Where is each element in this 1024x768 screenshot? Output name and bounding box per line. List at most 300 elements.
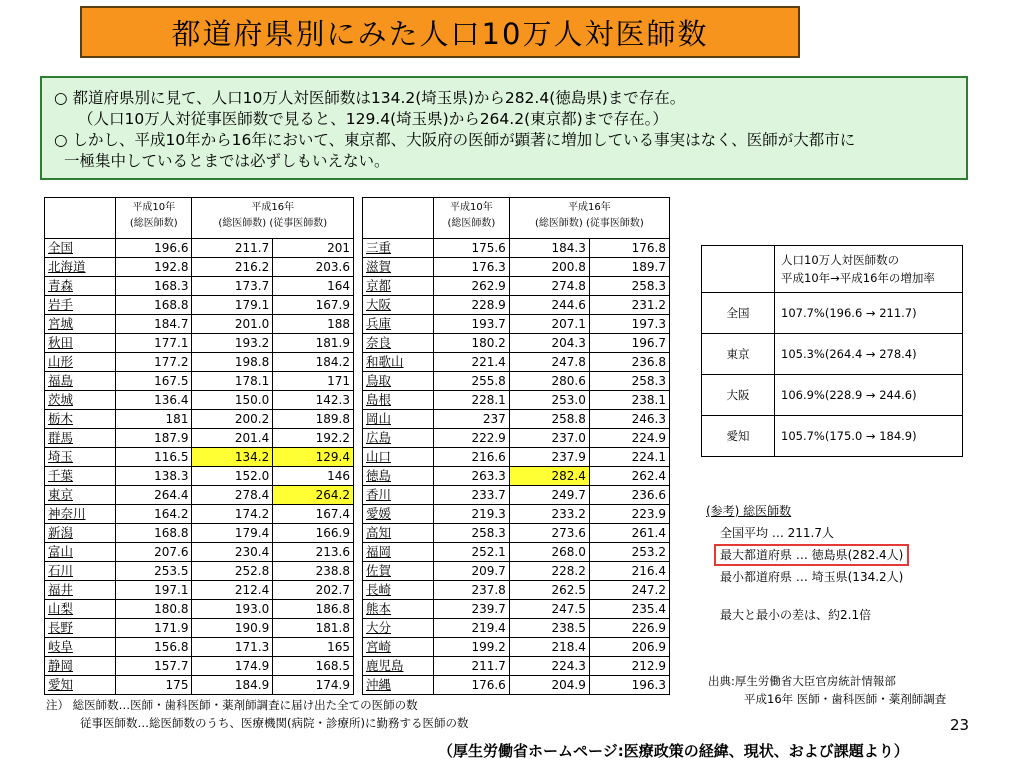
value-h10-total: 168.8 xyxy=(116,524,192,543)
value-h10-total: 209.7 xyxy=(434,562,510,581)
prefecture-name: 静岡 xyxy=(45,657,116,676)
reference-max: 最大都道府県 … 徳島県(282.4人) xyxy=(714,544,909,566)
value-h16-engaged: 202.7 xyxy=(273,581,354,600)
summary-line-4: 一極集中しているとまでは必ずしもいえない。 xyxy=(64,152,390,170)
rate-row-value: 105.7%(175.0 → 184.9) xyxy=(775,416,963,457)
value-h10-total: 211.7 xyxy=(434,657,510,676)
prefecture-name: 神奈川 xyxy=(45,505,116,524)
note-line-2: 従事医師数…総医師数のうち、医療機関(病院・診療所)に勤務する医師の数 xyxy=(80,716,469,730)
value-h16-total: 174.9 xyxy=(192,657,273,676)
prefecture-name: 群馬 xyxy=(45,429,116,448)
rate-row-value: 105.3%(264.4 → 278.4) xyxy=(775,334,963,375)
value-h10-total: 219.4 xyxy=(434,619,510,638)
value-h10-total: 167.5 xyxy=(116,372,192,391)
value-h16-total: 253.0 xyxy=(509,391,589,410)
prefecture-name: 山口 xyxy=(363,448,434,467)
table-row xyxy=(45,429,354,448)
value-h16-engaged: 258.3 xyxy=(589,277,669,296)
value-h16-total: 179.4 xyxy=(192,524,273,543)
slide-title: 都道府県別にみた人口10万人対医師数 xyxy=(80,6,800,58)
value-h16-engaged: 184.2 xyxy=(273,353,354,372)
table-row xyxy=(45,657,354,676)
prefecture-name: 徳島 xyxy=(363,467,434,486)
prefecture-name: 長野 xyxy=(45,619,116,638)
table-row xyxy=(45,372,354,391)
value-h10-total: 263.3 xyxy=(434,467,510,486)
prefecture-name: 富山 xyxy=(45,543,116,562)
rate-header-row xyxy=(702,246,963,293)
prefecture-name: 滋賀 xyxy=(363,258,434,277)
table-row xyxy=(363,391,670,410)
value-h10-total: 175.6 xyxy=(434,239,510,258)
value-h10-total: 219.3 xyxy=(434,505,510,524)
table-row xyxy=(45,619,354,638)
table-row xyxy=(363,353,670,372)
value-h10-total: 177.2 xyxy=(116,353,192,372)
value-h16-engaged: 203.6 xyxy=(273,258,354,277)
value-h16-total: 247.5 xyxy=(509,600,589,619)
value-h10-total: 228.9 xyxy=(434,296,510,315)
value-h16-total: 198.8 xyxy=(192,353,273,372)
value-h16-engaged: 247.2 xyxy=(589,581,669,600)
value-h16-total: 201.4 xyxy=(192,429,273,448)
source-citation xyxy=(708,672,946,708)
note-line-1: 注） 総医師数…医師・歯科医師・薬剤師調査に届け出た全ての医師の数 xyxy=(46,698,418,712)
value-h16-total: 134.2 xyxy=(192,448,273,467)
rate-row-value: 106.9%(228.9 → 244.6) xyxy=(775,375,963,416)
table-row xyxy=(45,638,354,657)
table-row xyxy=(363,277,670,296)
value-h16-total: 211.7 xyxy=(192,239,273,258)
table-row xyxy=(363,486,670,505)
source-line-1: 出典:厚生労働省大臣官房統計情報部 xyxy=(708,674,896,688)
header-h16-sub-total: (総医師数) xyxy=(535,218,583,229)
prefecture-name: 兵庫 xyxy=(363,315,434,334)
prefecture-name: 新潟 xyxy=(45,524,116,543)
value-h16-total: 212.4 xyxy=(192,581,273,600)
value-h10-total: 222.9 xyxy=(434,429,510,448)
value-h16-total: 244.6 xyxy=(509,296,589,315)
value-h16-engaged: 201 xyxy=(273,239,354,258)
header-h16-sub-total: (総医師数) xyxy=(218,218,267,229)
table-row xyxy=(45,239,354,258)
header-h16-sub-engaged: (従事医師数) xyxy=(269,218,328,229)
table-body-left xyxy=(45,239,354,695)
value-h16-engaged: 189.7 xyxy=(589,258,669,277)
value-h10-total: 136.4 xyxy=(116,391,192,410)
rate-row-name: 全国 xyxy=(702,293,775,334)
value-h16-engaged: 206.9 xyxy=(589,638,669,657)
prefecture-name: 石川 xyxy=(45,562,116,581)
value-h16-total: 178.1 xyxy=(192,372,273,391)
value-h10-total: 233.7 xyxy=(434,486,510,505)
prefecture-name: 福岡 xyxy=(363,543,434,562)
table-row xyxy=(363,676,670,695)
prefecture-name: 京都 xyxy=(363,277,434,296)
table-row xyxy=(45,258,354,277)
value-h10-total: 171.9 xyxy=(116,619,192,638)
value-h16-total: 193.0 xyxy=(192,600,273,619)
prefecture-name: 三重 xyxy=(363,239,434,258)
prefecture-table-left xyxy=(44,197,354,695)
value-h16-engaged: 261.4 xyxy=(589,524,669,543)
table-row xyxy=(45,391,354,410)
rate-row xyxy=(702,375,963,416)
prefecture-name: 福井 xyxy=(45,581,116,600)
value-h16-total: 268.0 xyxy=(509,543,589,562)
value-h16-engaged: 176.8 xyxy=(589,239,669,258)
value-h16-engaged: 258.3 xyxy=(589,372,669,391)
table-row xyxy=(45,524,354,543)
header-h10 xyxy=(434,198,510,239)
summary-line-2: （人口10万人対従事医師数で見ると、129.4(埼玉県)から264.2(東京都)まで存在。） xyxy=(78,110,668,128)
table-row xyxy=(45,505,354,524)
value-h10-total: 168.3 xyxy=(116,277,192,296)
value-h16-engaged: 262.4 xyxy=(589,467,669,486)
header-h10-sub: (総医師数) xyxy=(447,218,496,229)
header-h16 xyxy=(509,198,669,239)
value-h10-total: 181 xyxy=(116,410,192,429)
prefecture-name: 東京 xyxy=(45,486,116,505)
value-h16-engaged: 246.3 xyxy=(589,410,669,429)
value-h16-engaged: 142.3 xyxy=(273,391,354,410)
value-h16-engaged: 224.1 xyxy=(589,448,669,467)
prefecture-name: 高知 xyxy=(363,524,434,543)
table-row xyxy=(363,600,670,619)
table-row xyxy=(45,486,354,505)
value-h16-engaged: 253.2 xyxy=(589,543,669,562)
value-h16-total: 238.5 xyxy=(509,619,589,638)
value-h16-total: 224.3 xyxy=(509,657,589,676)
value-h16-engaged: 216.4 xyxy=(589,562,669,581)
value-h16-total: 249.7 xyxy=(509,486,589,505)
value-h16-total: 200.2 xyxy=(192,410,273,429)
value-h10-total: 184.7 xyxy=(116,315,192,334)
rate-row-name: 東京 xyxy=(702,334,775,375)
prefecture-name: 長崎 xyxy=(363,581,434,600)
prefecture-name: 岡山 xyxy=(363,410,434,429)
table-row xyxy=(45,562,354,581)
value-h16-total: 218.4 xyxy=(509,638,589,657)
value-h16-total: 173.7 xyxy=(192,277,273,296)
value-h16-total: 237.9 xyxy=(509,448,589,467)
value-h16-engaged: 168.5 xyxy=(273,657,354,676)
value-h10-total: 207.6 xyxy=(116,543,192,562)
prefecture-name: 宮城 xyxy=(45,315,116,334)
value-h10-total: 175 xyxy=(116,676,192,695)
value-h10-total: 253.5 xyxy=(116,562,192,581)
value-h16-total: 273.6 xyxy=(509,524,589,543)
value-h16-total: 174.2 xyxy=(192,505,273,524)
header-h10 xyxy=(116,198,192,239)
prefecture-name: 秋田 xyxy=(45,334,116,353)
rate-row-value: 107.7%(196.6 → 211.7) xyxy=(775,293,963,334)
footer-citation: （厚生労働省ホームページ:医療政策の経緯、現状、および課題より） xyxy=(438,742,909,760)
value-h10-total: 237 xyxy=(434,410,510,429)
rate-header-empty xyxy=(702,246,775,293)
table-row xyxy=(363,524,670,543)
value-h10-total: 221.4 xyxy=(434,353,510,372)
value-h16-total: 262.5 xyxy=(509,581,589,600)
table-row xyxy=(363,296,670,315)
value-h16-engaged: 236.6 xyxy=(589,486,669,505)
rate-row xyxy=(702,293,963,334)
value-h16-engaged: 231.2 xyxy=(589,296,669,315)
value-h16-total: 204.3 xyxy=(509,334,589,353)
value-h16-engaged: 186.8 xyxy=(273,600,354,619)
rate-row xyxy=(702,334,963,375)
prefecture-name: 佐賀 xyxy=(363,562,434,581)
prefecture-name: 宮崎 xyxy=(363,638,434,657)
rate-header-line-1: 人口10万人対医師数の xyxy=(781,253,900,267)
rate-row-name: 愛知 xyxy=(702,416,775,457)
table-row xyxy=(363,638,670,657)
summary-line-3: ○ しかし、平成10年から16年において、東京都、大阪府の医師が顕著に増加している事実はなく、医師が大都市に xyxy=(54,131,856,149)
value-h16-total: 282.4 xyxy=(509,467,589,486)
value-h16-engaged: 165 xyxy=(273,638,354,657)
table-row xyxy=(363,505,670,524)
prefecture-name: 島根 xyxy=(363,391,434,410)
table-row xyxy=(363,315,670,334)
value-h10-total: 216.6 xyxy=(434,448,510,467)
value-h10-total: 176.6 xyxy=(434,676,510,695)
header-prefecture xyxy=(363,198,434,239)
value-h10-total: 228.1 xyxy=(434,391,510,410)
table-row xyxy=(45,543,354,562)
rate-row-name: 大阪 xyxy=(702,375,775,416)
prefecture-name: 沖縄 xyxy=(363,676,434,695)
value-h16-total: 280.6 xyxy=(509,372,589,391)
value-h10-total: 156.8 xyxy=(116,638,192,657)
value-h16-engaged: 167.9 xyxy=(273,296,354,315)
value-h16-total: 230.4 xyxy=(192,543,273,562)
value-h16-engaged: 264.2 xyxy=(273,486,354,505)
value-h16-engaged: 181.8 xyxy=(273,619,354,638)
value-h16-total: 278.4 xyxy=(192,486,273,505)
value-h16-total: 233.2 xyxy=(509,505,589,524)
value-h10-total: 197.1 xyxy=(116,581,192,600)
value-h10-total: 138.3 xyxy=(116,467,192,486)
header-h10-sub: (総医師数) xyxy=(129,218,178,229)
prefecture-name: 山梨 xyxy=(45,600,116,619)
header-h10-label: 平成10年 xyxy=(450,202,493,213)
value-h16-engaged: 236.8 xyxy=(589,353,669,372)
prefecture-name: 鳥取 xyxy=(363,372,434,391)
summary-box xyxy=(40,76,968,180)
value-h10-total: 193.7 xyxy=(434,315,510,334)
value-h16-total: 184.3 xyxy=(509,239,589,258)
value-h16-total: 228.2 xyxy=(509,562,589,581)
value-h16-engaged: 181.9 xyxy=(273,334,354,353)
table-header-row xyxy=(363,198,670,239)
prefecture-name: 鹿児島 xyxy=(363,657,434,676)
value-h16-total: 152.0 xyxy=(192,467,273,486)
source-line-2: 平成16年 医師・歯科医師・薬剤師調査 xyxy=(744,692,947,706)
value-h10-total: 116.5 xyxy=(116,448,192,467)
value-h10-total: 255.8 xyxy=(434,372,510,391)
value-h16-engaged: 171 xyxy=(273,372,354,391)
value-h10-total: 164.2 xyxy=(116,505,192,524)
table-row xyxy=(363,543,670,562)
rate-header-line-2: 平成10年→平成16年の増加率 xyxy=(781,271,935,285)
prefecture-name: 北海道 xyxy=(45,258,116,277)
value-h16-total: 190.9 xyxy=(192,619,273,638)
value-h16-total: 171.3 xyxy=(192,638,273,657)
prefecture-name: 大分 xyxy=(363,619,434,638)
table-row xyxy=(363,239,670,258)
value-h10-total: 196.6 xyxy=(116,239,192,258)
value-h16-engaged: 188 xyxy=(273,315,354,334)
max-min-difference: 最大と最小の差は、約2.1倍 xyxy=(720,608,872,622)
value-h16-engaged: 238.8 xyxy=(273,562,354,581)
prefecture-name: 大阪 xyxy=(363,296,434,315)
table-body-right xyxy=(363,239,670,695)
table-row xyxy=(45,277,354,296)
value-h16-engaged: 235.4 xyxy=(589,600,669,619)
value-h10-total: 237.8 xyxy=(434,581,510,600)
value-h16-total: 200.8 xyxy=(509,258,589,277)
prefecture-name: 熊本 xyxy=(363,600,434,619)
reference-min: 最小都道府県 … 埼玉県(134.2人) xyxy=(720,570,904,584)
value-h16-total: 252.8 xyxy=(192,562,273,581)
value-h10-total: 177.1 xyxy=(116,334,192,353)
prefecture-name: 栃木 xyxy=(45,410,116,429)
prefecture-name: 福島 xyxy=(45,372,116,391)
prefecture-name: 茨城 xyxy=(45,391,116,410)
value-h16-engaged: 164 xyxy=(273,277,354,296)
prefecture-name: 千葉 xyxy=(45,467,116,486)
prefecture-name: 岩手 xyxy=(45,296,116,315)
rate-row xyxy=(702,416,963,457)
reference-heading: (参考) 総医師数 xyxy=(706,504,792,518)
value-h16-engaged: 192.2 xyxy=(273,429,354,448)
header-h16-label: 平成16年 xyxy=(568,202,611,213)
table-row xyxy=(363,619,670,638)
summary-line-1: ○ 都道府県別に見て、人口10万人対医師数は134.2(埼玉県)から282.4(徳島県)まで存在。 xyxy=(54,89,686,107)
value-h10-total: 180.2 xyxy=(434,334,510,353)
table-row xyxy=(45,581,354,600)
value-h10-total: 252.1 xyxy=(434,543,510,562)
table-row xyxy=(363,562,670,581)
value-h10-total: 199.2 xyxy=(434,638,510,657)
prefecture-name: 岐阜 xyxy=(45,638,116,657)
value-h16-total: 207.1 xyxy=(509,315,589,334)
prefecture-name: 愛媛 xyxy=(363,505,434,524)
value-h16-total: 184.9 xyxy=(192,676,273,695)
reference-block xyxy=(706,500,909,588)
value-h16-engaged: 166.9 xyxy=(273,524,354,543)
header-prefecture xyxy=(45,198,116,239)
page-number: 23 xyxy=(950,716,970,734)
table-row xyxy=(45,676,354,695)
value-h10-total: 239.7 xyxy=(434,600,510,619)
value-h16-engaged: 174.9 xyxy=(273,676,354,695)
value-h16-total: 193.2 xyxy=(192,334,273,353)
value-h10-total: 157.7 xyxy=(116,657,192,676)
value-h16-engaged: 167.4 xyxy=(273,505,354,524)
prefecture-name: 和歌山 xyxy=(363,353,434,372)
reference-average: 全国平均 … 211.7人 xyxy=(720,526,834,540)
table-row xyxy=(45,296,354,315)
prefecture-name: 奈良 xyxy=(363,334,434,353)
value-h16-total: 150.0 xyxy=(192,391,273,410)
table-row xyxy=(45,467,354,486)
value-h16-total: 216.2 xyxy=(192,258,273,277)
prefecture-name: 愛知 xyxy=(45,676,116,695)
growth-rate-table xyxy=(701,245,963,457)
value-h16-total: 237.0 xyxy=(509,429,589,448)
value-h10-total: 187.9 xyxy=(116,429,192,448)
prefecture-table-right xyxy=(362,197,670,695)
value-h16-engaged: 196.3 xyxy=(589,676,669,695)
value-h10-total: 262.9 xyxy=(434,277,510,296)
value-h16-total: 201.0 xyxy=(192,315,273,334)
value-h10-total: 258.3 xyxy=(434,524,510,543)
table-row xyxy=(45,315,354,334)
table-row xyxy=(45,410,354,429)
value-h10-total: 176.3 xyxy=(434,258,510,277)
table-row xyxy=(45,448,354,467)
table-header-row xyxy=(45,198,354,239)
rate-header xyxy=(775,246,963,293)
header-h16 xyxy=(192,198,354,239)
prefecture-name: 全国 xyxy=(45,239,116,258)
value-h16-engaged: 238.1 xyxy=(589,391,669,410)
value-h10-total: 192.8 xyxy=(116,258,192,277)
table-row xyxy=(363,429,670,448)
value-h16-engaged: 146 xyxy=(273,467,354,486)
table-row xyxy=(45,353,354,372)
value-h16-engaged: 212.9 xyxy=(589,657,669,676)
value-h10-total: 264.4 xyxy=(116,486,192,505)
value-h16-total: 247.8 xyxy=(509,353,589,372)
table-row xyxy=(363,467,670,486)
value-h16-total: 179.1 xyxy=(192,296,273,315)
header-h10-label: 平成10年 xyxy=(132,202,176,213)
table-row xyxy=(45,334,354,353)
value-h16-engaged: 189.8 xyxy=(273,410,354,429)
header-h16-sub-engaged: (従事医師数) xyxy=(586,218,644,229)
header-h16-label: 平成16年 xyxy=(251,202,295,213)
value-h16-engaged: 129.4 xyxy=(273,448,354,467)
table-row xyxy=(363,410,670,429)
value-h10-total: 180.8 xyxy=(116,600,192,619)
value-h16-total: 258.8 xyxy=(509,410,589,429)
value-h10-total: 168.8 xyxy=(116,296,192,315)
value-h16-engaged: 213.6 xyxy=(273,543,354,562)
value-h16-engaged: 197.3 xyxy=(589,315,669,334)
prefecture-name: 香川 xyxy=(363,486,434,505)
prefecture-name: 埼玉 xyxy=(45,448,116,467)
table-row xyxy=(363,372,670,391)
value-h16-engaged: 226.9 xyxy=(589,619,669,638)
table-row xyxy=(45,600,354,619)
table-row xyxy=(363,448,670,467)
value-h16-engaged: 196.7 xyxy=(589,334,669,353)
table-row xyxy=(363,334,670,353)
value-h16-engaged: 224.9 xyxy=(589,429,669,448)
table-row xyxy=(363,581,670,600)
prefecture-name: 山形 xyxy=(45,353,116,372)
value-h16-total: 274.8 xyxy=(509,277,589,296)
table-row xyxy=(363,258,670,277)
value-h16-engaged: 223.9 xyxy=(589,505,669,524)
prefecture-name: 広島 xyxy=(363,429,434,448)
notes xyxy=(46,696,468,732)
prefecture-name: 青森 xyxy=(45,277,116,296)
table-row xyxy=(363,657,670,676)
value-h16-total: 204.9 xyxy=(509,676,589,695)
